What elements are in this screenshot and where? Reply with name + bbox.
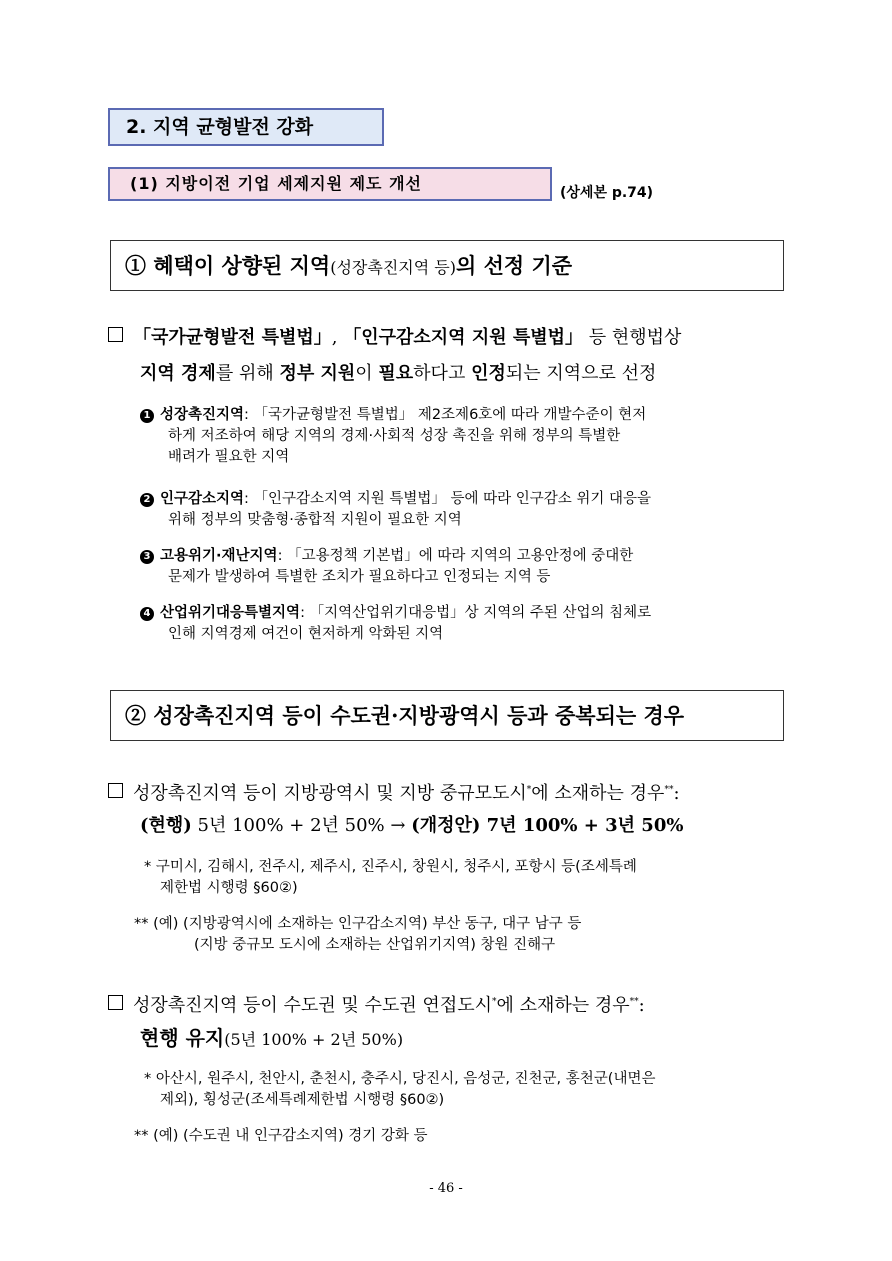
checkbox-bullet-icon: [108, 327, 123, 342]
item-text: : 「지역산업위기대응법」상 지역의 주된 산업의 침체로: [300, 605, 652, 621]
text: :: [638, 995, 645, 1016]
item-text: 위해 정부의 맞춤형·종합적 지원이 필요한 지역: [168, 512, 462, 528]
overlap-heading-box: ② 성장촉진지역 등이 수도권·지방광역시 등과 중복되는 경우: [110, 690, 784, 741]
footnote-text: (지방 중규모 도시에 소재하는 산업위기지역) 창원 진해구: [194, 937, 556, 953]
law-name-1: 「국가균형발전 특별법」: [133, 327, 332, 348]
footnote-text: 아산시, 원주시, 천안시, 춘천시, 충주시, 당진시, 음성군, 진천군, 홍천군(내면은: [155, 1071, 656, 1087]
item-term: 고용위기·재난지역: [160, 548, 278, 564]
item-number-badge: 1: [140, 409, 154, 423]
para2-line2: [140, 814, 683, 838]
list-item: [140, 489, 651, 531]
text: 되는 지역으로 선정: [505, 363, 657, 384]
text: 를 위해: [215, 363, 280, 384]
text: (5년 100% + 2년 50%): [224, 1030, 404, 1049]
section-title: 2. 지역 균형발전 강화: [108, 108, 384, 146]
footnote: [134, 914, 581, 956]
footnote-text: 제외), 횡성군(조세특례제한법 시행령 §60②): [160, 1092, 445, 1108]
footnote-text: 제한법 시행령 §60②): [160, 880, 298, 896]
checkbox-bullet-icon: [108, 783, 123, 798]
para3-line2: [140, 1026, 403, 1052]
item-text: 배려가 필요한 지역: [168, 449, 290, 465]
em-text: 지역 경제: [140, 363, 216, 384]
criteria-heading-box: [110, 240, 784, 291]
page-number: - 46 -: [429, 1181, 463, 1196]
item-text: : 「고용정책 기본법」에 따라 지역의 고용안정에 중대한: [277, 548, 634, 564]
detail-reference: (상세본 p.74): [560, 185, 654, 201]
item-text: 하게 저조하여 해당 지역의 경제·사회적 성장 촉진을 위해 정부의 특별한: [168, 428, 621, 444]
revised-label: (개정안) 7년 100% + 3년 50%: [411, 815, 684, 836]
item-number-badge: 4: [140, 607, 154, 621]
em-text: 필요: [378, 363, 414, 384]
footnote-text: (예) (지방광역시에 소재하는 인구감소지역) 부산 동구, 대구 남구 등: [153, 916, 582, 932]
criteria-heading-a: 혜택이 상향된 지역: [153, 253, 331, 278]
footnote-mark: **: [629, 997, 639, 1007]
footnote-mark: **: [134, 916, 149, 932]
text: 이: [355, 363, 379, 384]
item-text: : 「국가균형발전 특별법」 제2조제6호에 따라 개발수준이 현저: [244, 407, 647, 423]
circled-number-1: ①: [125, 253, 146, 278]
footnote-mark: **: [664, 785, 674, 795]
item-text: 문제가 발생하여 특별한 조치가 필요하다고 인정되는 지역 등: [168, 569, 551, 585]
em-text: 정부 지원: [279, 363, 356, 384]
text: 하다고: [413, 363, 472, 384]
footnote: [134, 1126, 428, 1147]
current-label: (현행): [140, 815, 192, 836]
checkbox-bullet-icon: [108, 995, 123, 1010]
footnote-text: (예) (수도권 내 인구감소지역) 경기 강화 등: [153, 1128, 428, 1144]
text: 성장촉진지역 등이 지방광역시 및 지방 중규모도시: [133, 783, 527, 804]
item-term: 인구감소지역: [160, 491, 245, 507]
criteria-heading-b: 의 선정 기준: [456, 253, 573, 278]
para1-line1: [108, 326, 681, 350]
item-number-badge: 2: [140, 493, 154, 507]
subsection-title: (1) 지방이전 기업 세제지원 제도 개선: [108, 167, 552, 201]
footnote-mark: **: [134, 1128, 149, 1144]
para3-line1: [108, 990, 645, 1018]
footnote-mark: *: [144, 1071, 152, 1087]
para1-line1-rest: 등 현행법상: [583, 327, 682, 348]
separator: ,: [331, 327, 344, 348]
list-item: [140, 546, 633, 588]
text: :: [673, 783, 680, 804]
item-term: 산업위기대응특별지역: [160, 605, 301, 621]
law-name-2: 「인구감소지역 지원 특별법」: [343, 327, 584, 348]
text: 5년 100% + 2년 50% →: [191, 815, 412, 836]
list-item: [140, 405, 646, 468]
item-text: : 「인구감소지역 지원 특별법」 등에 따라 인구감소 위기 대응을: [244, 491, 651, 507]
footnote-mark: *: [144, 859, 152, 875]
text: 에 소재하는 경우: [531, 783, 665, 804]
criteria-heading-paren: (성장촉진지역 등): [330, 258, 456, 277]
para1-line2: [140, 362, 656, 386]
item-number-badge: 3: [140, 550, 154, 564]
para2-line1: [108, 778, 680, 806]
footnote: [144, 857, 637, 899]
maintain-label: 현행 유지: [140, 1026, 225, 1050]
footnote-mark: *: [526, 785, 532, 795]
text: 성장촉진지역 등이 수도권 및 수도권 연접도시: [133, 995, 492, 1016]
item-text: 인해 지역경제 여건이 현저하게 악화된 지역: [168, 626, 444, 642]
em-text: 인정: [471, 363, 506, 384]
footnote-text: 구미시, 김해시, 전주시, 제주시, 진주시, 창원시, 청주시, 포항시 등(조세특례: [155, 859, 637, 875]
footnote: [144, 1069, 655, 1111]
list-item: [140, 603, 651, 645]
footnote-mark: *: [491, 997, 497, 1007]
item-term: 성장촉진지역: [160, 407, 245, 423]
text: 에 소재하는 경우: [496, 995, 630, 1016]
